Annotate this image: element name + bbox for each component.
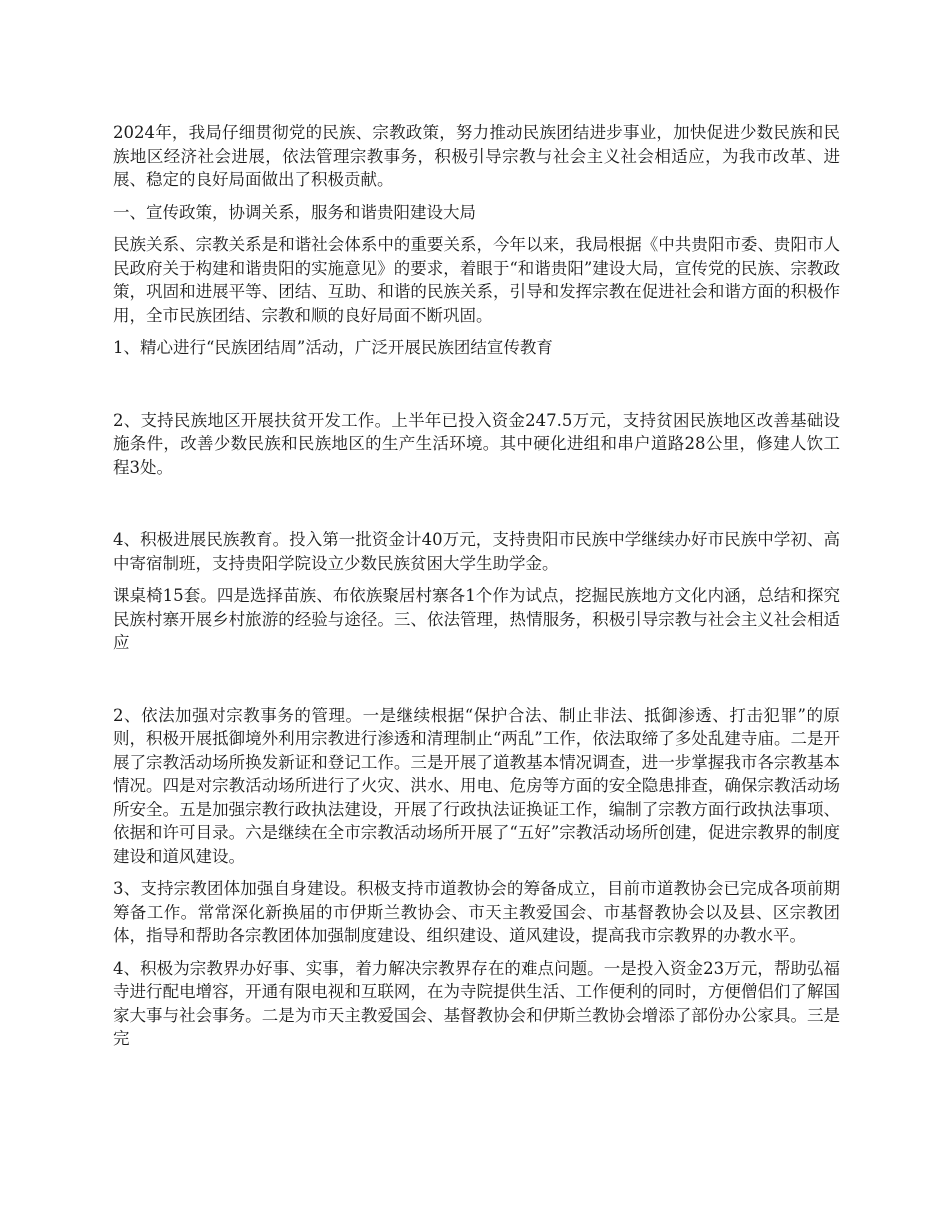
document-body [113, 121, 840, 1060]
spacer [113, 664, 840, 704]
religion-item-3-paragraph: 3、支持宗教团体加强自身建设。积极支持市道教协会的筹备成立，目前市道教协会已完成各项前期筹备工作。常常深化新换届的市伊斯兰教协会、市天主教爱国会、市基督教协会以及县、区宗教团体，指导和帮助各宗教团体加强制度建设、组织建设、道风建设，提高我市宗教界的办教水平。 [113, 879, 840, 945]
section-3-paragraph: 课桌椅15套。四是选择苗族、布依族聚居村寨各1个作为试点，挖掘民族地方文化内涵，总结和探究民族村寨开展乡村旅游的经验与途径。三、依法管理，热情服务，积极引导宗教与社会主义社会相适应 [113, 586, 840, 652]
intro-paragraph: 2024年，我局仔细贯彻党的民族、宗教政策，努力推动民族团结进步事业，加快促进少数民族和民族地区经济社会进展，依法管理宗教事务，积极引导宗教与社会主义社会相适应，为我市改革、进展、稳定的良好局面做出了积极贡献。 [113, 123, 840, 189]
spacer [113, 369, 840, 409]
section-1-paragraph: 民族关系、宗教关系是和谐社会体系中的重要关系，今年以来，我局根据《中共贵阳市委、贵阳市人民政府关于构建和谐贵阳的实施意见》的要求，着眼于“和谐贵阳”建设大局，宣传党的民族、宗教政策，巩固和进展平等、团结、互助、和谐的民族关系，引导和发挥宗教在促进社会和谐方面的积极作用，全市民族团结、宗教和顺的良好局面不断巩固。 [113, 235, 840, 325]
religion-item-2-paragraph: 2、依法加强对宗教事务的管理。一是继续根据“保护合法、制止非法、抵御渗透、打击犯罪”的原则，积极开展抵御境外利用宗教进行渗透和清理制止“两乱”工作，依法取缔了多处乱建寺庙。二是开展了宗教活动场所换发新证和登记工作。三是开展了道教基本情况调查，进一步掌握我市各宗教基本情况。四是对宗教活动场所进行了火灾、洪水、用电、危房等方面的安全隐患排查，确保宗教活动场所安全。五是加强宗教行政执法建设，开展了行政执法证换证工作，编制了宗教方面行政执法事项、依据和许可目录。六是继续在全市宗教活动场所开展了“五好”宗教活动场所创建，促进宗教界的制度建设和道风建设。 [113, 705, 840, 866]
item-4-paragraph: 4、积极进展民族教育。投入第一批资金计40万元，支持贵阳市民族中学继续办好市民族中学初、高中寄宿制班，支持贵阳学院设立少数民族贫困大学生助学金。 [113, 530, 840, 573]
item-2-paragraph: 2、支持民族地区开展扶贫开发工作。上半年已投入资金247.5万元，支持贫困民族地区改善基础设施条件，改善少数民族和民族地区的生产生活环境。其中硬化进组和串户道路28公里，修建人饮工程3处。 [113, 410, 840, 477]
section-heading-1: 一、宣传政策，协调关系，服务和谐贵阳建设大局 [113, 202, 476, 222]
item-1-heading: 1、精心进行“民族团结周”活动，广泛开展民族团结宣传教育 [113, 338, 553, 357]
spacer [113, 488, 840, 528]
religion-item-4-paragraph: 4、积极为宗教界办好事、实事，着力解决宗教界存在的难点问题。一是投入资金23万元，帮助弘福寺进行配电增容，开通有限电视和互联网，在为寺院提供生活、工作便利的同时，方便僧侣们了解国家大事与社会事务。二是为市天主教爱国会、基督教协会和伊斯兰教协会增添了部份办公家具。三是完 [113, 958, 840, 1048]
